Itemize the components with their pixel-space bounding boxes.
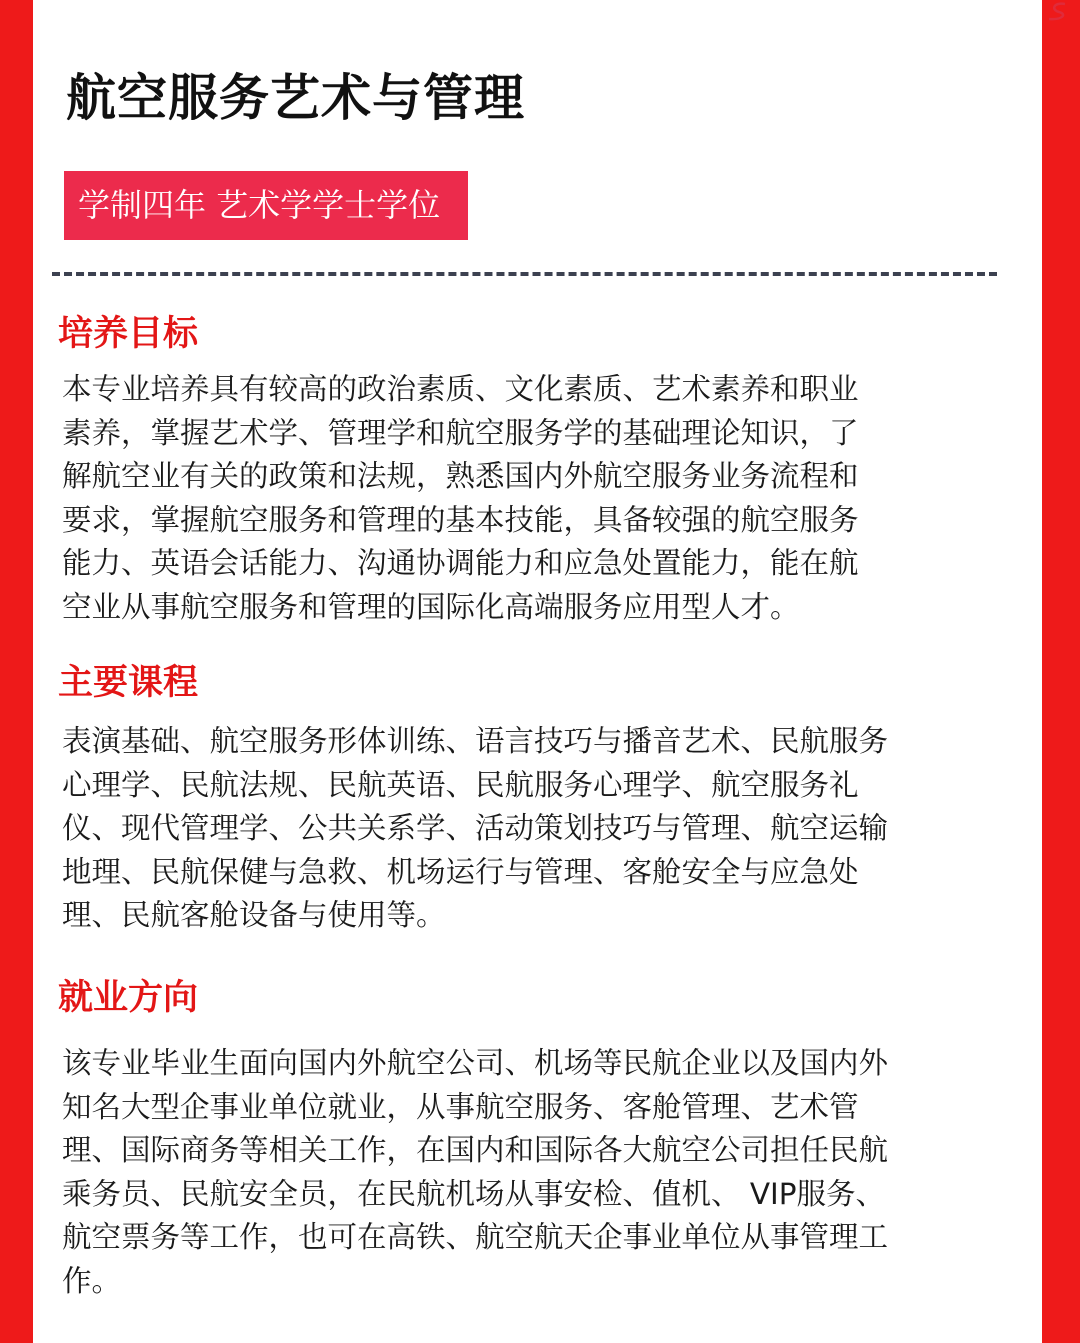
employment-paragraph <box>62 1042 888 1304</box>
text-line: 空业从事航空服务和管理的国际化高端服务应用型人才。 <box>62 589 800 624</box>
text-line: 乘务员、民航安全员，在民航机场从事安检、值机、 VIP服务、 <box>62 1176 886 1211</box>
text-line: 知名大型企事业单位就业，从事航空服务、客舱管理、艺术管 <box>62 1089 859 1124</box>
text-line: 作。 <box>62 1263 122 1298</box>
section-heading-courses: 主要课程 <box>58 663 199 703</box>
degree-badge: 学制四年 艺术学学士学位 <box>64 171 468 240</box>
text-line: 航空票务等工作，也可在高铁、航空航天企事业单位从事管理工 <box>62 1220 889 1255</box>
text-line: 要求，掌握航空服务和管理的基本技能，具备较强的航空服务 <box>62 502 859 537</box>
right-red-border <box>1042 0 1080 1343</box>
goals-paragraph <box>62 368 859 630</box>
text-line: 理、民航客舱设备与使用等。 <box>62 898 446 933</box>
text-line: 素养，掌握艺术学、管理学和航空服务学的基础理论知识，了 <box>62 415 859 450</box>
courses-paragraph <box>62 720 888 938</box>
text-line: 地理、民航保健与急救、机场运行与管理、客舱安全与应急处 <box>62 854 859 889</box>
watermark-logo <box>1038 2 1078 36</box>
text-line: 解航空业有关的政策和法规，熟悉国内外航空服务业务流程和 <box>62 459 859 494</box>
swirl-logo-icon <box>1043 2 1073 22</box>
text-line: 本专业培养具有较高的政治素质、文化素质、艺术素养和职业 <box>62 372 859 406</box>
text-line: 该专业毕业生面向国内外航空公司、机场等民航企业以及国内外 <box>62 1046 889 1080</box>
dashed-divider <box>52 272 997 276</box>
section-heading-employment: 就业方向 <box>58 978 199 1018</box>
text-line: 仪、现代管理学、公共关系学、活动策划技巧与管理、航空运输 <box>62 811 889 846</box>
text-line: 能力、英语会话能力、沟通协调能力和应急处置能力，能在航 <box>62 546 859 581</box>
text-line: 表演基础、航空服务形体训练、语言技巧与播音艺术、民航服务 <box>62 724 889 758</box>
section-heading-goals: 培养目标 <box>58 314 199 354</box>
page-title: 航空服务艺术与管理 <box>66 69 525 127</box>
text-line: 理、国际商务等相关工作，在国内和国际各大航空公司担任民航 <box>62 1133 889 1168</box>
left-red-border <box>0 0 33 1343</box>
text-line: 心理学、民航法规、民航英语、民航服务心理学、航空服务礼 <box>62 767 859 802</box>
